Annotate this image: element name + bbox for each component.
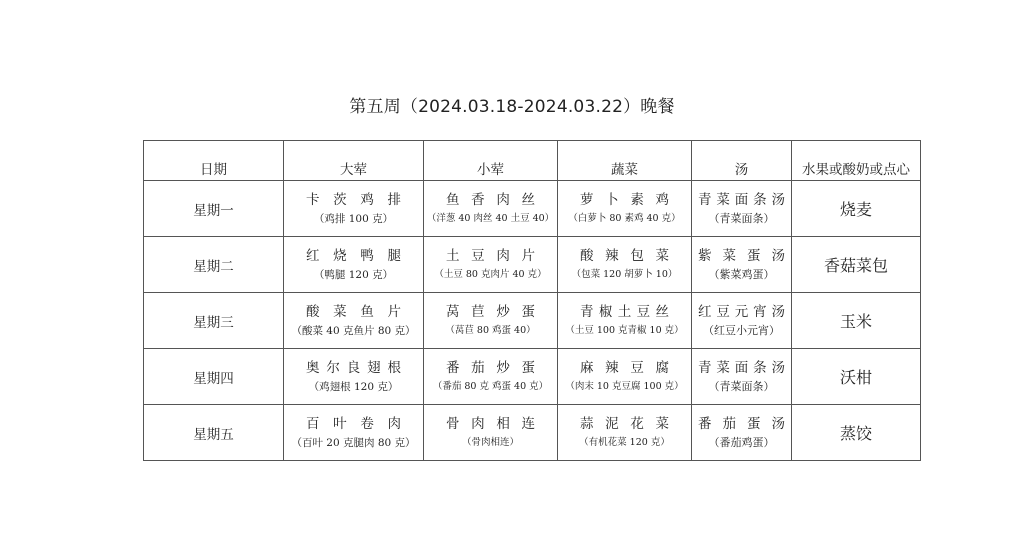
- small-meat-cell: [424, 181, 558, 237]
- soup-cell: [692, 349, 792, 405]
- dish-name: 酸菜鱼片: [306, 303, 401, 320]
- dish-name: 青椒土豆丝: [580, 303, 669, 320]
- day-cell: 星期三: [144, 293, 284, 349]
- dish-name: 百叶卷肉: [306, 415, 401, 432]
- day-cell: 星期二: [144, 237, 284, 293]
- dish-detail: （番茄 80 克 鸡蛋 40 克）: [432, 380, 549, 392]
- day-cell: 星期四: [144, 349, 284, 405]
- dish-name: 麻辣豆腐: [580, 359, 669, 376]
- day-cell: 星期五: [144, 405, 284, 461]
- dish-name: 卡茨鸡排: [306, 191, 401, 208]
- header-small-meat: 小荤: [424, 141, 558, 181]
- big-meat-cell: [284, 293, 424, 349]
- dish-name: 鱼香肉丝: [446, 191, 535, 208]
- big-meat-cell: [284, 181, 424, 237]
- dish-name: 番茄蛋汤: [698, 415, 785, 432]
- small-meat-cell: [424, 349, 558, 405]
- fruit-cell: 沃柑: [792, 349, 921, 405]
- big-meat-cell: [284, 237, 424, 293]
- dish-name: 土豆肉片: [446, 247, 535, 264]
- table-row: [144, 237, 921, 293]
- dish-detail: （紫菜鸡蛋）: [708, 267, 775, 281]
- dish-detail: （土豆 100 克青椒 10 克）: [565, 324, 684, 336]
- vegetable-cell: [558, 237, 692, 293]
- big-meat-cell: [284, 405, 424, 461]
- fruit-cell: 蒸饺: [792, 405, 921, 461]
- soup-cell: [692, 293, 792, 349]
- dish-detail: （白萝卜 80 素鸡 40 克）: [568, 212, 681, 224]
- dish-detail: （青菜面条）: [708, 211, 775, 225]
- header-big-meat: 大荤: [284, 141, 424, 181]
- dish-detail: （酸菜 40 克鱼片 80 克）: [291, 324, 416, 337]
- dish-name: 青菜面条汤: [698, 191, 785, 208]
- dish-detail: （鸭腿 120 克）: [313, 268, 394, 281]
- small-meat-cell: [424, 405, 558, 461]
- small-meat-cell: [424, 293, 558, 349]
- header-soup: 汤: [692, 141, 792, 181]
- table-row: [144, 405, 921, 461]
- dish-detail: （鸡翅根 120 克）: [308, 380, 399, 393]
- dish-name: 萝卜素鸡: [580, 191, 669, 208]
- dish-name: 酸辣包菜: [580, 247, 669, 264]
- table-header-row: [144, 141, 921, 181]
- menu-table: [143, 140, 921, 461]
- dish-detail: （百叶 20 克腿肉 80 克）: [291, 436, 416, 449]
- vegetable-cell: [558, 405, 692, 461]
- big-meat-cell: [284, 349, 424, 405]
- small-meat-cell: [424, 237, 558, 293]
- header-fruit: 水果或酸奶或点心: [792, 141, 921, 181]
- dish-name: 骨肉相连: [446, 415, 535, 432]
- dish-detail: （鸡排 100 克）: [313, 212, 394, 225]
- table-row: [144, 293, 921, 349]
- header-date: 日期: [144, 141, 284, 181]
- dish-detail: （骨肉相连）: [461, 436, 519, 448]
- soup-cell: [692, 181, 792, 237]
- dish-detail: （青菜面条）: [708, 379, 775, 393]
- dish-name: 红烧鸭腿: [306, 247, 401, 264]
- dish-name: 莴苣炒蛋: [446, 303, 535, 320]
- dish-name: 紫菜蛋汤: [698, 247, 785, 264]
- day-cell: 星期一: [144, 181, 284, 237]
- dish-name: 红豆元宵汤: [698, 303, 785, 320]
- dish-name: 番茄炒蛋: [446, 359, 535, 376]
- fruit-cell: 香菇菜包: [792, 237, 921, 293]
- table-row: [144, 181, 921, 237]
- dish-name: 蒜泥花菜: [580, 415, 669, 432]
- soup-cell: [692, 405, 792, 461]
- dish-detail: （红豆小元宵）: [703, 323, 780, 337]
- dish-detail: （包菜 120 胡萝卜 10）: [571, 268, 678, 280]
- table-row: [144, 349, 921, 405]
- dish-name: 奥尔良翅根: [306, 359, 401, 376]
- header-vegetable: 蔬菜: [558, 141, 692, 181]
- dish-detail: （莴苣 80 鸡蛋 40）: [445, 324, 536, 336]
- dish-name: 青菜面条汤: [698, 359, 785, 376]
- dish-detail: （土豆 80 克肉片 40 克）: [434, 268, 547, 280]
- fruit-cell: 玉米: [792, 293, 921, 349]
- dish-detail: （洋葱 40 肉丝 40 土豆 40）: [426, 212, 555, 224]
- dish-detail: （番茄鸡蛋）: [708, 435, 775, 449]
- dish-detail: （有机花菜 120 克）: [579, 436, 670, 448]
- fruit-cell: 烧麦: [792, 181, 921, 237]
- page-title: 第五周（2024.03.18-2024.03.22）晚餐: [349, 97, 675, 117]
- vegetable-cell: [558, 181, 692, 237]
- dish-detail: （肉末 10 克豆腐 100 克）: [565, 380, 684, 392]
- vegetable-cell: [558, 293, 692, 349]
- vegetable-cell: [558, 349, 692, 405]
- soup-cell: [692, 237, 792, 293]
